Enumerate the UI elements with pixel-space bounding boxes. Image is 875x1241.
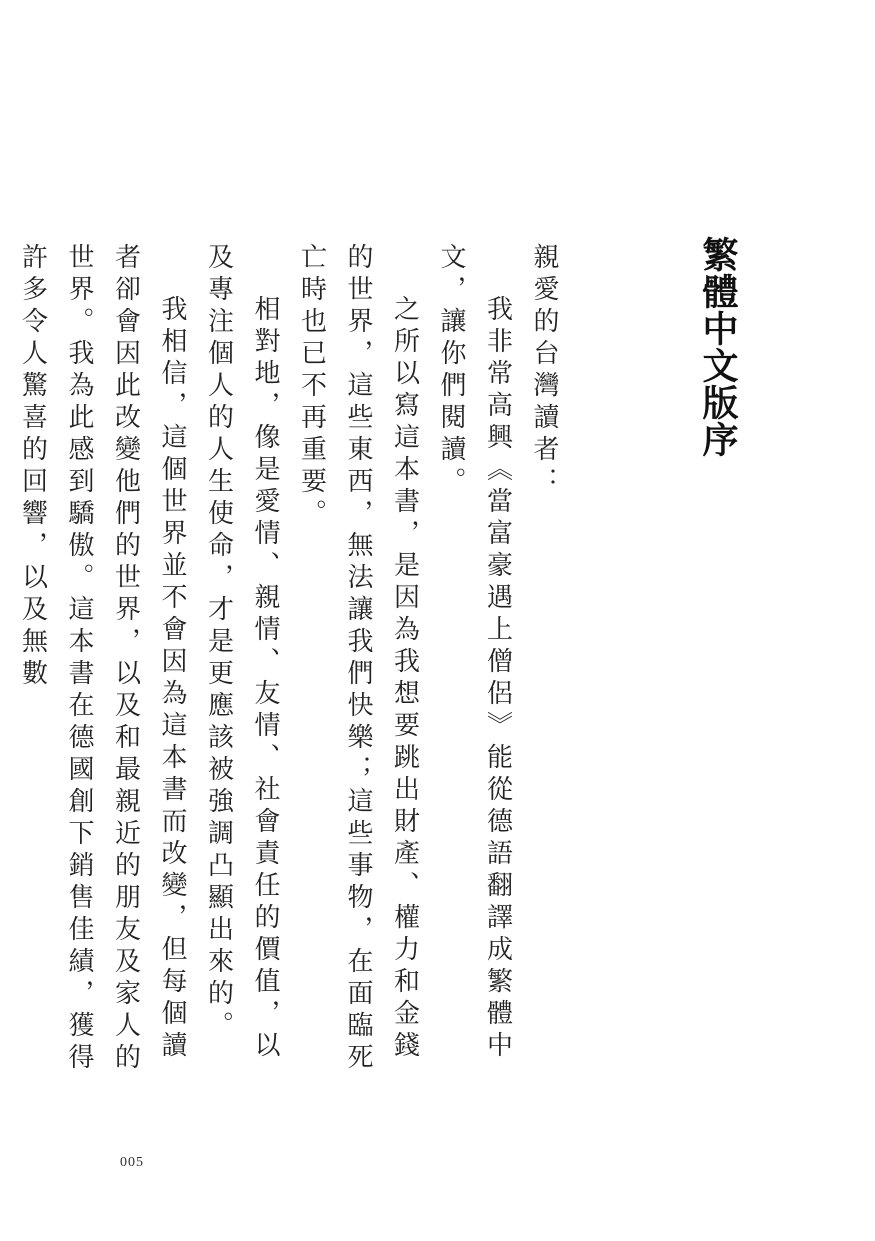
- page-title: 繁體中文版序: [697, 236, 739, 458]
- paragraph-1: 我非常高興《當富豪遇上僧侶》能從德語翻譯成繁體中文，讓你們閱讀。: [436, 243, 513, 1063]
- paragraph-3: 相對地，像是愛情、親情、友情、社會責任的價值，以及專注個人的人生使命，才是更應該被強調凸顯出來的。: [203, 243, 280, 1063]
- paragraph-2: 之所以寫這本書，是因為我想要跳出財產、權力和金錢的世界，這些東西，無法讓我們快樂；這些事物，在面臨死亡時也已不再重要。: [296, 243, 420, 1075]
- page-number: 005: [120, 1155, 144, 1170]
- preface-body: [9, 243, 567, 1075]
- salutation: 親愛的台灣讀者：: [529, 243, 559, 499]
- paragraph-4: 我相信，這個世界並不會因為這本書而改變，但每個讀者卻會因此改變他們的世界，以及和最親近的朋友及家人的世界。我為此感到驕傲。這本書在德國創下銷售佳績，獲得許多令人驚喜的回響，以及無數: [17, 243, 187, 1075]
